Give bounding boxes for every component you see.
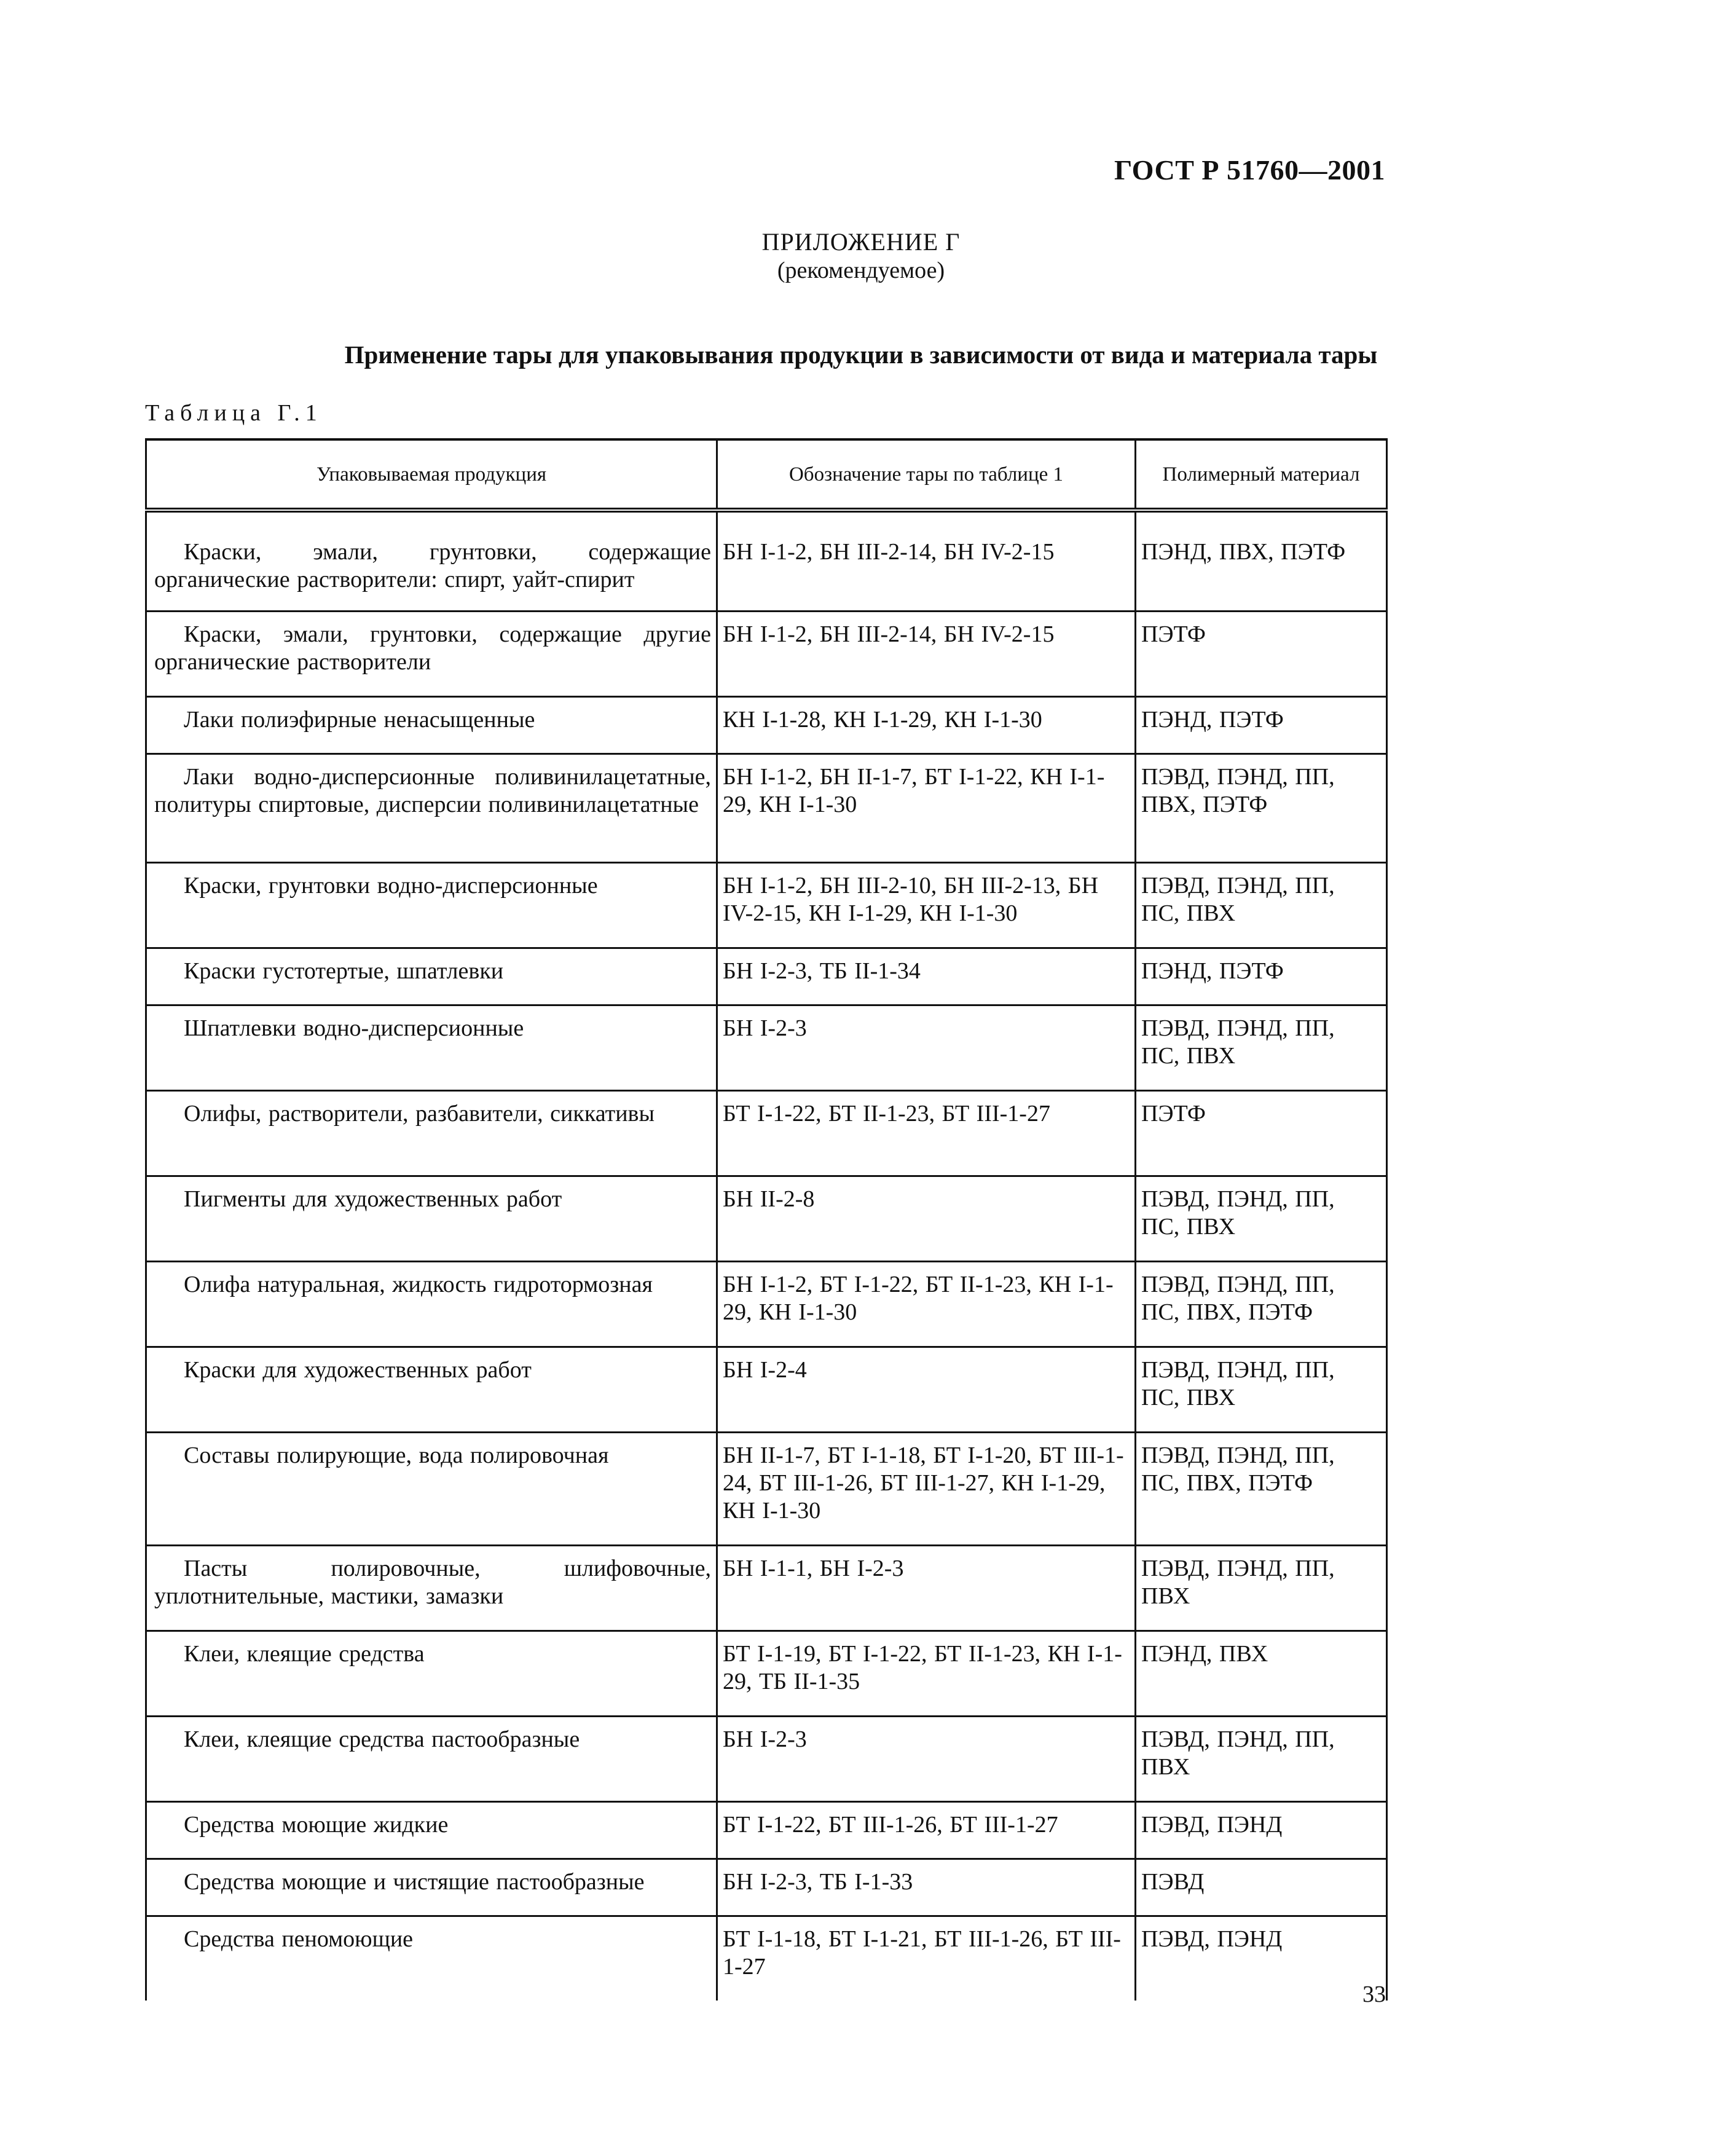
- designation-cell: БН I-2-3: [717, 1005, 1136, 1091]
- designation-cell: БН I-1-2, БН II-1-7, БТ I-1-22, КН I-1-29, КН I-1-30: [717, 754, 1136, 863]
- product-cell: Олифы, растворители, разбавители, сиккативы: [146, 1091, 717, 1176]
- material-cell: ПЭВД, ПЭНД, ПП, ПВХ, ПЭТФ: [1136, 754, 1387, 863]
- table-row: [146, 1091, 1387, 1176]
- material-cell: ПЭНД, ПВХ: [1136, 1631, 1387, 1717]
- table-row: [146, 1802, 1387, 1859]
- table-row: [146, 1005, 1387, 1091]
- product-cell: Средства моющие и чистящие пастообразные: [146, 1859, 717, 1916]
- product-cell: Шпатлевки водно-дисперсионные: [146, 1005, 717, 1091]
- table-row: [146, 1859, 1387, 1916]
- gost-code: ГОСТ Р 51760—2001: [1114, 154, 1385, 186]
- table-row: [146, 1176, 1387, 1262]
- material-cell: ПЭВД, ПЭНД: [1136, 1916, 1387, 2001]
- table-row: [146, 1433, 1387, 1546]
- material-cell: ПЭВД, ПЭНД, ПП, ПС, ПВХ, ПЭТФ: [1136, 1262, 1387, 1347]
- product-cell: Пигменты для художественных работ: [146, 1176, 717, 1262]
- designation-cell: БН I-2-3, ТБ II-1-34: [717, 948, 1136, 1005]
- product-cell: Средства пеномоющие: [146, 1916, 717, 2001]
- table-row: [146, 1262, 1387, 1347]
- appendix-title: ПРИЛОЖЕНИЕ Г: [761, 228, 961, 256]
- page-number: 33: [1362, 1981, 1386, 2007]
- designation-cell: БТ I-1-22, БТ III-1-26, БТ III-1-27: [717, 1802, 1136, 1859]
- designation-cell: БТ I-1-22, БТ II-1-23, БТ III-1-27: [717, 1091, 1136, 1176]
- designation-cell: БН I-2-4: [717, 1347, 1136, 1433]
- product-cell: Олифа натуральная, жидкость гидротормозная: [146, 1262, 717, 1347]
- material-cell: ПЭВД, ПЭНД, ПП, ПВХ: [1136, 1546, 1387, 1631]
- designation-cell: БН I-2-3: [717, 1717, 1136, 1802]
- product-cell: Краски густотертые, шпатлевки: [146, 948, 717, 1005]
- material-cell: ПЭВД, ПЭНД, ПП, ПС, ПВХ: [1136, 1347, 1387, 1433]
- material-cell: ПЭНД, ПВХ, ПЭТФ: [1136, 510, 1387, 612]
- table-header-row: [146, 439, 1387, 510]
- table-row: [146, 1347, 1387, 1433]
- main-heading: Применение тары для упаковывания продукции в зависимости от вида и материала тары: [344, 340, 1378, 369]
- table-row: [146, 697, 1387, 754]
- appendix-subtitle: (рекомендуемое): [777, 258, 945, 283]
- material-cell: ПЭНД, ПЭТФ: [1136, 948, 1387, 1005]
- table-row: [146, 1916, 1387, 2001]
- packaging-table: [145, 438, 1388, 2001]
- designation-cell: КН I-1-28, КН I-1-29, КН I-1-30: [717, 697, 1136, 754]
- table-row: [146, 1631, 1387, 1717]
- designation-cell: БТ I-1-19, БТ I-1-22, БТ II-1-23, КН I-1-29, ТБ II-1-35: [717, 1631, 1136, 1717]
- material-cell: ПЭВД, ПЭНД, ПП, ПС, ПВХ: [1136, 1005, 1387, 1091]
- material-cell: ПЭВД, ПЭНД, ПП, ПС, ПВХ, ПЭТФ: [1136, 1433, 1387, 1546]
- designation-cell: БН I-1-2, БН III-2-14, БН IV-2-15: [717, 612, 1136, 697]
- designation-cell: БН I-2-3, ТБ I-1-33: [717, 1859, 1136, 1916]
- material-cell: ПЭВД, ПЭНД: [1136, 1802, 1387, 1859]
- product-cell: Краски, эмали, грунтовки, содержащие другие органические растворители: [146, 612, 717, 697]
- table-container: [145, 438, 1386, 1980]
- material-cell: ПЭНД, ПЭТФ: [1136, 697, 1387, 754]
- product-cell: Средства моющие жидкие: [146, 1802, 717, 1859]
- product-cell: Клеи, клеящие средства: [146, 1631, 717, 1717]
- table-row: [146, 863, 1387, 948]
- designation-cell: БН I-1-2, БН III-2-10, БН III-2-13, БН IV-2-15, КН I-1-29, КН I-1-30: [717, 863, 1136, 948]
- product-cell: Лаки водно-дисперсионные поливинилацетатные, политуры спиртовые, дисперсии поливинилацетатные: [146, 754, 717, 863]
- designation-cell: БН II-2-8: [717, 1176, 1136, 1262]
- material-cell: ПЭВД, ПЭНД, ПП, ПС, ПВХ: [1136, 863, 1387, 948]
- table-row: [146, 1717, 1387, 1802]
- product-cell: Клеи, клеящие средства пастообразные: [146, 1717, 717, 1802]
- designation-cell: БТ I-1-18, БТ I-1-21, БТ III-1-26, БТ III-1-27: [717, 1916, 1136, 2001]
- material-cell: ПЭВД: [1136, 1859, 1387, 1916]
- material-cell: ПЭВД, ПЭНД, ПП, ПС, ПВХ: [1136, 1176, 1387, 1262]
- product-cell: Краски, эмали, грунтовки, содержащие органические растворители: спирт, уайт-спирит: [146, 510, 717, 612]
- designation-cell: БН I-1-2, БН III-2-14, БН IV-2-15: [717, 510, 1136, 612]
- material-cell: ПЭТФ: [1136, 612, 1387, 697]
- material-cell: ПЭТФ: [1136, 1091, 1387, 1176]
- product-cell: Пасты полировочные, шлифовочные, уплотнительные, мастики, замазки: [146, 1546, 717, 1631]
- designation-cell: БН I-1-2, БТ I-1-22, БТ II-1-23, КН I-1-29, КН I-1-30: [717, 1262, 1136, 1347]
- column-header-designation: Обозначение тары по таблице 1: [717, 439, 1136, 510]
- table-label: Таблица Г.1: [145, 400, 323, 426]
- material-cell: ПЭВД, ПЭНД, ПП, ПВХ: [1136, 1717, 1387, 1802]
- product-cell: Краски, грунтовки водно-дисперсионные: [146, 863, 717, 948]
- designation-cell: БН I-1-1, БН I-2-3: [717, 1546, 1136, 1631]
- designation-cell: БН II-1-7, БТ I-1-18, БТ I-1-20, БТ III-1-24, БТ III-1-26, БТ III-1-27, КН I-1-29, КН I-1-30: [717, 1433, 1136, 1546]
- table-row: [146, 612, 1387, 697]
- table-row: [146, 510, 1387, 612]
- column-header-material: Полимерный материал: [1136, 439, 1387, 510]
- product-cell: Краски для художественных работ: [146, 1347, 717, 1433]
- table-row: [146, 754, 1387, 863]
- product-cell: Лаки полиэфирные ненасыщенные: [146, 697, 717, 754]
- column-header-product: Упаковываемая продукция: [146, 439, 717, 510]
- table-row: [146, 1546, 1387, 1631]
- product-cell: Составы полирующие, вода полировочная: [146, 1433, 717, 1546]
- table-row: [146, 948, 1387, 1005]
